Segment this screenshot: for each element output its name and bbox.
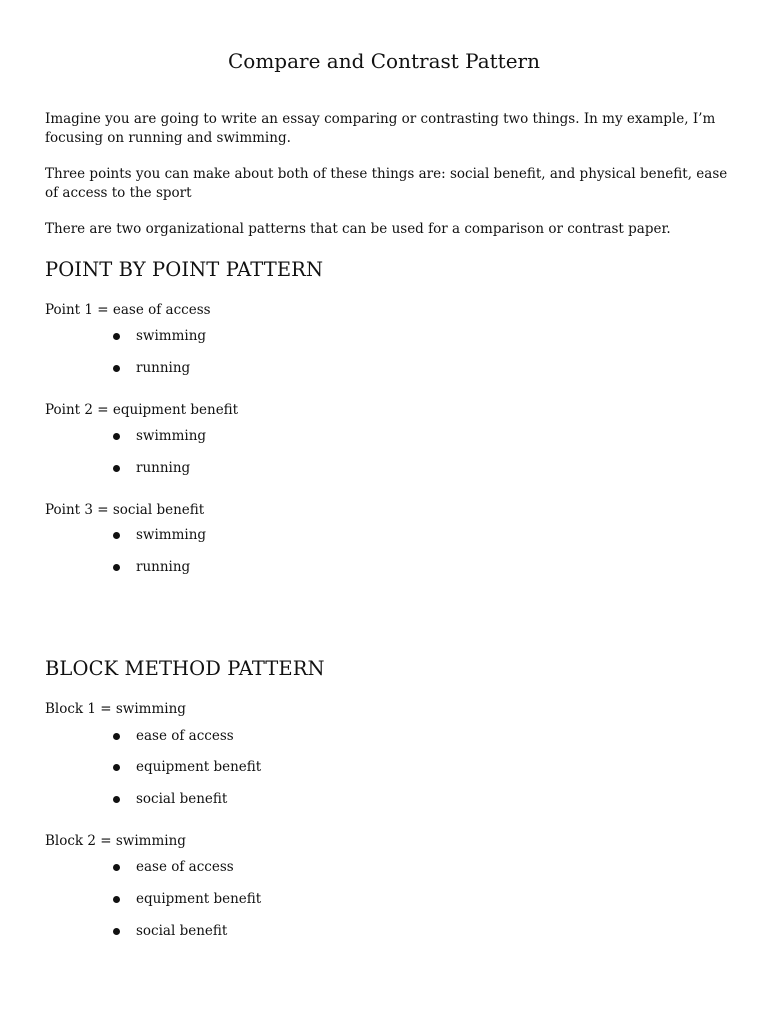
point-1-label: Point 1 = ease of access bbox=[45, 302, 211, 318]
bullet-icon bbox=[113, 433, 120, 440]
block-method-heading: BLOCK METHOD PATTERN bbox=[45, 657, 325, 680]
point-3-label: Point 3 = social benefit bbox=[45, 502, 205, 518]
bullet-icon bbox=[113, 532, 120, 539]
list-item-text: social benefit bbox=[136, 791, 228, 807]
list-item bbox=[112, 790, 227, 809]
list-item bbox=[112, 558, 190, 577]
bullet-icon bbox=[113, 764, 120, 771]
bullet-icon bbox=[113, 365, 120, 372]
list-item bbox=[112, 858, 234, 877]
list-item bbox=[112, 359, 190, 378]
bullet-icon bbox=[113, 796, 120, 803]
point-by-point-heading: POINT BY POINT PATTERN bbox=[45, 258, 324, 281]
bullet-icon bbox=[113, 928, 120, 935]
list-item bbox=[112, 727, 234, 746]
list-item-text: swimming bbox=[136, 428, 207, 444]
list-item-text: swimming bbox=[136, 328, 207, 344]
list-item-text: ease of access bbox=[136, 728, 234, 744]
bullet-icon bbox=[113, 465, 120, 472]
list-item bbox=[112, 327, 206, 346]
list-item-text: running bbox=[136, 460, 191, 476]
patterns-paragraph: There are two organizational patterns that can be used for a comparison or contrast paper. bbox=[45, 221, 671, 237]
point-2-label: Point 2 = equipment benefit bbox=[45, 402, 239, 418]
list-item bbox=[112, 922, 227, 941]
list-item-text: running bbox=[136, 559, 191, 575]
bullet-icon bbox=[113, 333, 120, 340]
list-item bbox=[112, 758, 261, 777]
bullet-icon bbox=[113, 864, 120, 871]
bullet-icon bbox=[113, 896, 120, 903]
list-item-text: equipment benefit bbox=[136, 891, 262, 907]
list-item bbox=[112, 526, 206, 545]
list-item bbox=[112, 427, 206, 446]
bullet-icon bbox=[113, 564, 120, 571]
bullet-icon bbox=[113, 733, 120, 740]
points-paragraph: Three points you can make about both of these things are: social benefit, and physical benefit, ease of access to the sport bbox=[45, 166, 728, 201]
intro-paragraph: Imagine you are going to write an essay comparing or contrasting two things. In my example, I’m focusing on running and swimming. bbox=[45, 111, 716, 146]
page-title: Compare and Contrast Pattern bbox=[228, 49, 540, 73]
list-item-text: swimming bbox=[136, 527, 207, 543]
list-item bbox=[112, 459, 190, 478]
list-item-text: equipment benefit bbox=[136, 759, 262, 775]
block-1-label: Block 1 = swimming bbox=[45, 701, 186, 717]
list-item-text: ease of access bbox=[136, 859, 234, 875]
block-2-label: Block 2 = swimming bbox=[45, 833, 186, 849]
list-item-text: running bbox=[136, 360, 191, 376]
list-item-text: social benefit bbox=[136, 923, 228, 939]
list-item bbox=[112, 890, 261, 909]
